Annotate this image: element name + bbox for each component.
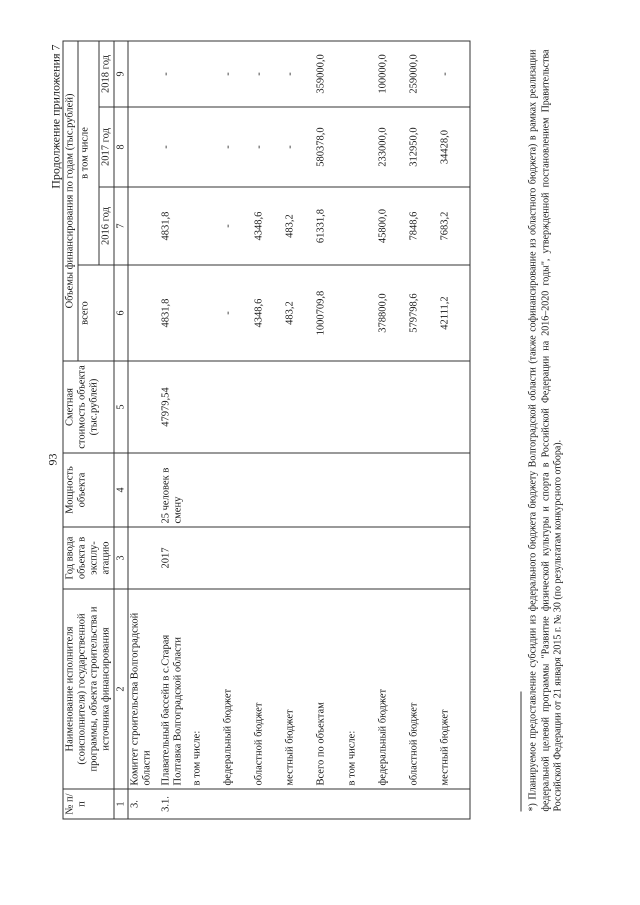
cell-2016: 7683,2 bbox=[438, 187, 470, 265]
cell-no bbox=[438, 789, 470, 819]
cell-no bbox=[407, 789, 438, 819]
cell-2018: - bbox=[252, 40, 283, 106]
cell-year bbox=[221, 527, 252, 589]
cell-total: 378800,0 bbox=[376, 265, 407, 361]
cell-year bbox=[314, 527, 345, 589]
cell-cost bbox=[190, 361, 221, 453]
header-no: № п/п bbox=[63, 789, 114, 819]
cell-total: - bbox=[221, 265, 252, 361]
table-row bbox=[159, 40, 190, 818]
header-2017: 2017 год bbox=[99, 107, 114, 187]
cell-no bbox=[252, 789, 283, 819]
column-index: 6 bbox=[114, 265, 128, 361]
column-index: 2 bbox=[114, 589, 128, 789]
cell-2018: - bbox=[438, 40, 470, 106]
continuation-label: Продолжение приложения 7 bbox=[48, 44, 62, 189]
cell-name: областной бюджет bbox=[252, 589, 283, 789]
footnote-rule bbox=[520, 691, 521, 811]
cell-2016: 483,2 bbox=[283, 187, 314, 265]
cell-2017 bbox=[128, 107, 160, 187]
cell-no bbox=[345, 789, 376, 819]
cell-year bbox=[128, 527, 160, 589]
cell-2016: 4348,6 bbox=[252, 187, 283, 265]
column-index: 3 bbox=[114, 527, 128, 589]
cell-name: Плавательный бассейн в с.Старая Полтавка Волгоградской области bbox=[159, 589, 190, 789]
cell-cost bbox=[314, 361, 345, 453]
cell-2017: 580378,0 bbox=[314, 107, 345, 187]
cell-capacity bbox=[190, 453, 221, 527]
funding-table bbox=[62, 40, 470, 819]
cell-total bbox=[190, 265, 221, 361]
cell-name: местный бюджет bbox=[283, 589, 314, 789]
table-row bbox=[252, 40, 283, 818]
header-2016: 2016 год bbox=[99, 187, 114, 265]
table-row bbox=[407, 40, 438, 818]
cell-no bbox=[283, 789, 314, 819]
cell-cost bbox=[283, 361, 314, 453]
cell-2016: 7848,6 bbox=[407, 187, 438, 265]
cell-2016: 61331,8 bbox=[314, 187, 345, 265]
cell-cost bbox=[407, 361, 438, 453]
cell-year bbox=[438, 527, 470, 589]
cell-cost bbox=[221, 361, 252, 453]
cell-capacity bbox=[438, 453, 470, 527]
cell-year bbox=[190, 527, 221, 589]
table-row bbox=[345, 40, 376, 818]
cell-total: 483,2 bbox=[283, 265, 314, 361]
cell-2018: - bbox=[221, 40, 252, 106]
column-index: 8 bbox=[114, 107, 128, 187]
cell-capacity bbox=[252, 453, 283, 527]
cell-year bbox=[407, 527, 438, 589]
cell-year bbox=[283, 527, 314, 589]
cell-cost: 47979,54 bbox=[159, 361, 190, 453]
cell-2018 bbox=[190, 40, 221, 106]
cell-name: в том числе: bbox=[345, 589, 376, 789]
column-index: 1 bbox=[114, 789, 128, 819]
cell-capacity bbox=[221, 453, 252, 527]
table-body bbox=[128, 40, 470, 818]
cell-2017 bbox=[190, 107, 221, 187]
cell-2017: 233000,0 bbox=[376, 107, 407, 187]
cell-2018 bbox=[128, 40, 160, 106]
header-total: всего bbox=[78, 265, 114, 361]
footnote: *) Планируемое предоставление субсидии из федерального бюджета бюджету Волгоградской области (также софинансирование из областного бюджета) в рамках реализации федеральной целевой программы "Развитие физической культуры и спорта в Российской Федерации на 2016–2020 годы", утвержденной постановлением Правительства Российской Федерации от 21 января 2015 г. № 30 (по результатам конкурсного отбора). bbox=[527, 49, 563, 811]
cell-name: Комитет строительства Волгоградской области bbox=[128, 589, 160, 789]
cell-no bbox=[190, 789, 221, 819]
cell-capacity bbox=[314, 453, 345, 527]
cell-2017: - bbox=[221, 107, 252, 187]
cell-name: федеральный бюджет bbox=[376, 589, 407, 789]
cell-2016: 4831,8 bbox=[159, 187, 190, 265]
table-row bbox=[283, 40, 314, 818]
cell-2016: 45800,0 bbox=[376, 187, 407, 265]
cell-2017: - bbox=[283, 107, 314, 187]
cell-capacity: 25 человек в смену bbox=[159, 453, 190, 527]
cell-total bbox=[345, 265, 376, 361]
cell-name: областной бюджет bbox=[407, 589, 438, 789]
cell-cost bbox=[252, 361, 283, 453]
cell-year bbox=[345, 527, 376, 589]
cell-year: 2017 bbox=[159, 527, 190, 589]
cell-2016 bbox=[345, 187, 376, 265]
page-number: 93 bbox=[45, 453, 59, 465]
cell-2018: - bbox=[159, 40, 190, 106]
cell-no bbox=[221, 789, 252, 819]
cell-2016: - bbox=[221, 187, 252, 265]
cell-2017: - bbox=[252, 107, 283, 187]
column-index: 5 bbox=[114, 361, 128, 453]
cell-name: местный бюджет bbox=[438, 589, 470, 789]
cell-capacity bbox=[407, 453, 438, 527]
cell-no: 3.1. bbox=[159, 789, 190, 819]
cell-no bbox=[314, 789, 345, 819]
cell-2016 bbox=[190, 187, 221, 265]
cell-2017: 312950,0 bbox=[407, 107, 438, 187]
cell-cost bbox=[376, 361, 407, 453]
cell-year bbox=[252, 527, 283, 589]
cell-no: 3. bbox=[128, 789, 160, 819]
cell-capacity bbox=[345, 453, 376, 527]
table-row bbox=[221, 40, 252, 818]
cell-capacity bbox=[283, 453, 314, 527]
header-name: Наименование исполнителя (соисполнителя) государственной программы, объекта строительства и источника финансирования bbox=[63, 589, 114, 789]
cell-2016 bbox=[128, 187, 160, 265]
cell-total: 4348,6 bbox=[252, 265, 283, 361]
cell-2018: 100000,0 bbox=[376, 40, 407, 106]
column-index: 4 bbox=[114, 453, 128, 527]
cell-cost bbox=[128, 361, 160, 453]
cell-year bbox=[376, 527, 407, 589]
cell-2018: 359000,0 bbox=[314, 40, 345, 106]
column-index: 9 bbox=[114, 40, 128, 106]
table-row bbox=[190, 40, 221, 818]
cell-total: 579798,6 bbox=[407, 265, 438, 361]
cell-cost bbox=[438, 361, 470, 453]
cell-name: в том числе: bbox=[190, 589, 221, 789]
cell-capacity bbox=[376, 453, 407, 527]
table-row bbox=[128, 40, 160, 818]
column-index-row bbox=[114, 40, 128, 818]
header-capacity: Мощность объекта bbox=[63, 453, 114, 527]
cell-2017: 34428,0 bbox=[438, 107, 470, 187]
cell-2017 bbox=[345, 107, 376, 187]
column-index: 7 bbox=[114, 187, 128, 265]
cell-total: 1000709,8 bbox=[314, 265, 345, 361]
cell-2018 bbox=[345, 40, 376, 106]
header-year: Год ввода объекта в эксплу-атацию bbox=[63, 527, 114, 589]
header-incl: в том числе bbox=[78, 40, 99, 264]
table-row bbox=[376, 40, 407, 818]
cell-cost bbox=[345, 361, 376, 453]
table-header bbox=[63, 40, 128, 818]
table-row bbox=[438, 40, 470, 818]
table-row bbox=[314, 40, 345, 818]
cell-2017: - bbox=[159, 107, 190, 187]
header-cost: Сметная стоимость объекта (тыс.рублей) bbox=[63, 361, 114, 453]
cell-total bbox=[128, 265, 160, 361]
cell-capacity bbox=[128, 453, 160, 527]
cell-name: федеральный бюджет bbox=[221, 589, 252, 789]
cell-total: 4831,8 bbox=[159, 265, 190, 361]
header-2018: 2018 год bbox=[99, 40, 114, 106]
cell-2018: - bbox=[283, 40, 314, 106]
cell-no bbox=[376, 789, 407, 819]
cell-2018: 259000,0 bbox=[407, 40, 438, 106]
header-funding: Объемы финансирования по годам (тыс.рублей) bbox=[63, 40, 78, 360]
cell-total: 42111,2 bbox=[438, 265, 470, 361]
cell-name: Всего по объектам bbox=[314, 589, 345, 789]
